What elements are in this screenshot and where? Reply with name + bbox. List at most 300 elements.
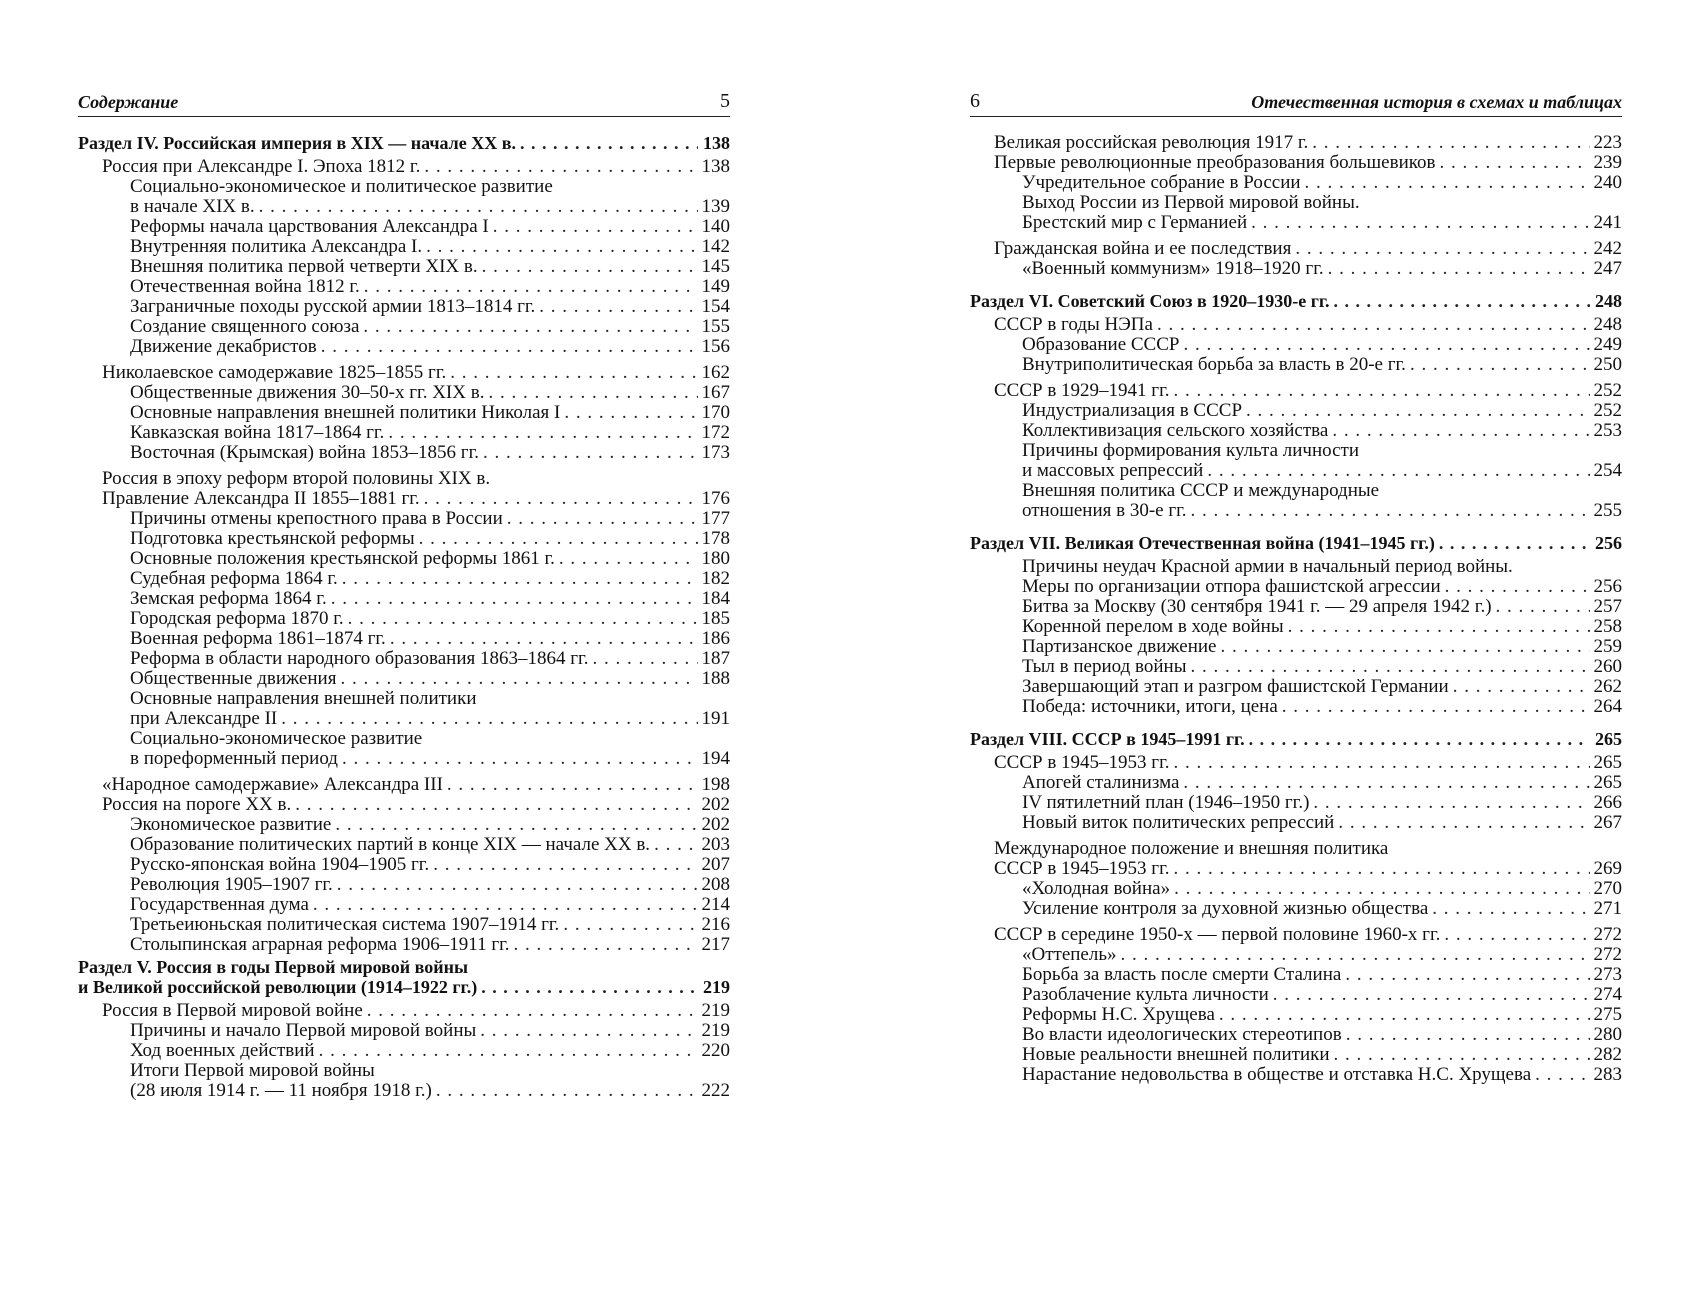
toc-entry <box>970 677 1622 697</box>
toc-entry-title: Учредительное собрание в России <box>1022 172 1301 193</box>
dot-leader <box>480 1021 697 1041</box>
toc-entry-title: Россия в Первой мировой войне <box>102 1000 363 1021</box>
toc-entry <box>78 363 730 383</box>
toc-page-number: 202 <box>701 814 730 835</box>
toc-entry-title: Раздел VI. Советский Союз в 1920–1930-е гг. <box>970 291 1330 311</box>
toc-entry-title: отношения в 30-е гг. <box>1022 500 1187 521</box>
dot-leader <box>426 237 697 257</box>
toc-entry-title: (28 июля 1914 г. — 11 ноября 1918 г.) <box>130 1080 432 1101</box>
table-of-contents <box>78 133 730 1101</box>
toc-entry <box>78 197 730 217</box>
toc-entry-title: Общественные движения 30–50-х гг. XIX в. <box>130 382 485 403</box>
toc-entry <box>970 1065 1622 1085</box>
toc-entry-title: Отечественная война 1812 г. <box>130 276 360 297</box>
dot-leader <box>1174 859 1590 879</box>
toc-entry <box>78 815 730 835</box>
dot-leader <box>363 317 697 337</box>
toc-entry-title: Великая российская революция 1917 г. <box>994 132 1309 153</box>
toc-page-number: 207 <box>701 854 730 875</box>
toc-entry-title: Коренной перелом в ходе войны <box>1022 616 1284 637</box>
toc-entry-title: Земская реформа 1864 г. <box>130 588 327 609</box>
toc-entry <box>78 855 730 875</box>
toc-entry <box>78 403 730 423</box>
toc-entry-title: IV пятилетний план (1946–1950 гг.) <box>1022 792 1310 813</box>
toc-entry-title: Социально-экономическое и политическое развитие <box>130 176 553 197</box>
dot-leader <box>481 977 698 997</box>
toc-entry-title: Борьба за власть после смерти Сталина <box>1022 964 1342 985</box>
toc-entry-title: Брестский мир с Германией <box>1022 212 1248 233</box>
toc-entry <box>970 193 1622 213</box>
toc-entry-title: Движение декабристов <box>130 336 317 357</box>
dot-leader <box>1121 945 1590 965</box>
running-header <box>970 90 1622 117</box>
dot-leader <box>331 589 698 609</box>
table-of-contents <box>970 133 1622 1085</box>
toc-entry <box>78 317 730 337</box>
dot-leader <box>313 895 698 915</box>
dot-leader <box>1312 133 1589 153</box>
toc-page-number: 138 <box>703 133 730 153</box>
toc-entry <box>970 335 1622 355</box>
dot-leader <box>1345 965 1589 985</box>
dot-leader <box>337 875 698 895</box>
toc-entry-title: Внутренняя политика Александра I. <box>130 236 423 257</box>
toc-entry-title: Первые революционные преобразования большевиков <box>994 152 1436 173</box>
toc-entry <box>970 879 1622 899</box>
toc-page-number: 139 <box>701 196 730 217</box>
toc-entry <box>78 549 730 569</box>
toc-page-number: 145 <box>701 256 730 277</box>
dot-leader <box>436 1081 698 1101</box>
dot-leader <box>563 915 697 935</box>
toc-entry <box>78 509 730 529</box>
toc-entry-title: Новый виток политических репрессий <box>1022 812 1335 833</box>
dot-leader <box>1174 879 1589 899</box>
toc-entry-title: Основные направления внешней политики Николая I <box>130 402 561 423</box>
toc-entry-title: Причины формирования культа личности <box>1022 440 1360 461</box>
toc-entry-title: Революция 1905–1907 гг. <box>130 874 333 895</box>
toc-page-number: 216 <box>701 914 730 935</box>
toc-entry <box>970 421 1622 441</box>
toc-entry <box>970 753 1622 773</box>
toc-page-number: 186 <box>701 628 730 649</box>
dot-leader <box>1439 153 1589 173</box>
toc-entry <box>970 441 1622 461</box>
dot-leader <box>1334 291 1590 311</box>
toc-entry-title: Кавказская война 1817–1864 гг. <box>130 422 385 443</box>
toc-entry-title: Меры по организации отпора фашистской агрессии <box>1022 576 1441 597</box>
dot-leader <box>1174 753 1590 773</box>
toc-entry <box>78 1021 730 1041</box>
toc-entry <box>970 985 1622 1005</box>
toc-entry <box>78 277 730 297</box>
dot-leader <box>1328 259 1590 279</box>
toc-entry <box>78 257 730 277</box>
dot-leader <box>1273 985 1590 1005</box>
toc-page-number: 182 <box>701 568 730 589</box>
toc-page-number: 219 <box>701 1000 730 1021</box>
toc-page-number: 219 <box>703 977 730 997</box>
toc-entry-title: Международное положение и внешняя политика <box>994 838 1389 859</box>
toc-entry <box>970 657 1622 677</box>
toc-page-number: 208 <box>701 874 730 895</box>
dot-leader <box>1453 677 1590 697</box>
toc-page-number: 220 <box>701 1040 730 1061</box>
dot-leader <box>493 217 698 237</box>
page-number: 6 <box>970 90 980 112</box>
toc-page-number: 188 <box>701 668 730 689</box>
toc-section <box>78 133 730 153</box>
toc-entry-title: СССР в 1945–1953 гг. <box>994 752 1170 773</box>
toc-entry-title: СССР в 1929–1941 гг. <box>994 380 1170 401</box>
toc-entry <box>78 237 730 257</box>
toc-page-number: 266 <box>1593 792 1622 813</box>
toc-entry <box>970 213 1622 233</box>
toc-entry-title: Победа: источники, итоги, цена <box>1022 696 1278 717</box>
toc-entry-title: Гражданская война и ее последствия <box>994 238 1292 259</box>
toc-page-number: 214 <box>701 894 730 915</box>
toc-entry-title: Основные направления внешней политики <box>130 688 477 709</box>
dot-leader <box>1496 597 1590 617</box>
toc-page-number: 242 <box>1593 238 1622 259</box>
toc-entry <box>78 469 730 489</box>
toc-entry <box>970 617 1622 637</box>
dot-leader <box>281 709 697 729</box>
toc-entry <box>78 569 730 589</box>
toc-entry-title: в пореформенный период <box>130 748 338 769</box>
toc-entry-title: Правление Александра II 1855–1881 гг. <box>102 488 420 509</box>
toc-entry-title: Реформы Н.С. Хрущева <box>1022 1004 1215 1025</box>
toc-entry <box>970 637 1622 657</box>
dot-leader <box>1246 401 1589 421</box>
toc-entry-title: Выход России из Первой мировой войны. <box>1022 192 1360 213</box>
toc-page-number: 162 <box>701 362 730 383</box>
toc-page-number: 282 <box>1593 1044 1622 1065</box>
toc-page-number: 248 <box>1595 291 1622 311</box>
toc-page-number: 173 <box>701 442 730 463</box>
toc-entry <box>970 925 1622 945</box>
toc-page-number: 198 <box>701 774 730 795</box>
dot-leader <box>1191 501 1590 521</box>
dot-leader <box>388 423 697 443</box>
toc-page-number: 156 <box>701 336 730 357</box>
toc-section <box>970 291 1622 311</box>
toc-entry-title: и массовых репрессий <box>1022 460 1204 481</box>
toc-entry-title: при Александре II <box>130 708 278 729</box>
toc-entry-title: Причины отмены крепостного права в России <box>130 508 503 529</box>
toc-page-number: 180 <box>701 548 730 569</box>
toc-entry <box>78 589 730 609</box>
dot-leader <box>1282 697 1590 717</box>
toc-page-number: 240 <box>1593 172 1622 193</box>
dot-leader <box>342 569 698 589</box>
toc-entry-title: Итоги Первой мировой войны <box>130 1060 375 1081</box>
toc-entry <box>78 749 730 769</box>
toc-section <box>970 729 1622 749</box>
dot-leader <box>507 509 698 529</box>
dot-leader <box>488 383 697 403</box>
dot-leader <box>1183 773 1589 793</box>
toc-entry <box>970 1005 1622 1025</box>
toc-section <box>78 977 730 997</box>
toc-page-number: 272 <box>1593 944 1622 965</box>
dot-leader <box>1410 355 1590 375</box>
toc-entry <box>78 775 730 795</box>
toc-page-number: 203 <box>701 834 730 855</box>
toc-entry-title: Новые реальности внешней политики <box>1022 1044 1330 1065</box>
toc-page-number: 241 <box>1593 212 1622 233</box>
dot-leader <box>1183 335 1589 355</box>
toc-page-number: 264 <box>1593 696 1622 717</box>
toc-page-number: 260 <box>1593 656 1622 677</box>
dot-leader <box>1305 173 1590 193</box>
dot-leader <box>424 157 697 177</box>
toc-entry-title: Экономическое развитие <box>130 814 332 835</box>
toc-entry-title: Русско-японская война 1904–1905 гг. <box>130 854 430 875</box>
toc-page-number: 138 <box>701 156 730 177</box>
toc-entry <box>78 915 730 935</box>
dot-leader <box>1445 577 1590 597</box>
dot-leader <box>364 277 698 297</box>
toc-page-number: 255 <box>1593 500 1622 521</box>
toc-entry <box>970 153 1622 173</box>
dot-leader <box>559 549 698 569</box>
dot-leader <box>1444 925 1589 945</box>
toc-page-number: 219 <box>701 1020 730 1041</box>
toc-page-number: 140 <box>701 216 730 237</box>
dot-leader <box>514 935 698 955</box>
toc-entry <box>78 1001 730 1021</box>
toc-entry <box>78 795 730 815</box>
toc-entry-title: Во власти идеологических стереотипов <box>1022 1024 1342 1045</box>
running-title: Отечественная история в схемах и таблицах <box>1251 92 1622 112</box>
toc-page-number: 176 <box>701 488 730 509</box>
toc-entry <box>78 443 730 463</box>
toc-entry-title: Восточная (Крымская) война 1853–1856 гг. <box>130 442 480 463</box>
toc-entry-title: Усиление контроля за духовной жизнью общества <box>1022 898 1429 919</box>
toc-page-number: 275 <box>1593 1004 1622 1025</box>
toc-entry <box>78 1061 730 1081</box>
toc-page-number: 283 <box>1593 1064 1622 1085</box>
toc-entry-title: Городская реформа 1870 г. <box>130 608 344 629</box>
toc-entry-title: Внешняя политика СССР и международные <box>1022 480 1380 501</box>
dot-leader <box>483 443 697 463</box>
toc-page-number: 223 <box>1593 132 1622 153</box>
toc-entry <box>78 729 730 749</box>
toc-entry-title: Раздел IV. Российская империя в XIX — начале XX в. <box>78 133 516 153</box>
toc-entry-title: Коллективизация сельского хозяйства <box>1022 420 1329 441</box>
toc-page-number: 184 <box>701 588 730 609</box>
toc-entry-title: Апогей сталинизма <box>1022 772 1180 793</box>
toc-entry <box>970 793 1622 813</box>
toc-entry-title: Образование СССР <box>1022 334 1180 355</box>
toc-entry <box>970 697 1622 717</box>
toc-entry <box>78 423 730 443</box>
toc-entry <box>970 259 1622 279</box>
toc-entry-title: Основные положения крестьянской реформы 1861 г. <box>130 548 555 569</box>
dot-leader <box>1190 657 1589 677</box>
dot-leader <box>450 363 697 383</box>
toc-entry-title: Создание священного союза <box>130 316 360 337</box>
running-title: Содержание <box>78 92 179 112</box>
toc-page-number: 172 <box>701 422 730 443</box>
toc-page-number: 272 <box>1593 924 1622 945</box>
toc-page-number: 252 <box>1593 380 1622 401</box>
toc-page-number: 259 <box>1593 636 1622 657</box>
page-number: 5 <box>720 90 730 112</box>
toc-page-number: 239 <box>1593 152 1622 173</box>
toc-page-number: 194 <box>701 748 730 769</box>
toc-entry-title: Завершающий этап и разгром фашистской Германии <box>1022 676 1449 697</box>
dot-leader <box>1219 1005 1590 1025</box>
toc-entry-title: Россия на пороге XX в. <box>102 794 292 815</box>
toc-entry-title: Раздел V. Россия в годы Первой мировой войны <box>78 957 469 977</box>
dot-leader <box>564 403 697 423</box>
toc-entry-title: Битва за Москву (30 сентября 1941 г. — 29 апреля 1942 г.) <box>1022 596 1492 617</box>
dot-leader <box>259 197 698 217</box>
toc-entry <box>970 501 1622 521</box>
toc-page-number: 155 <box>701 316 730 337</box>
toc-page-number: 142 <box>701 236 730 257</box>
toc-entry-title: в начале XIX в. <box>130 196 255 217</box>
toc-entry <box>970 899 1622 919</box>
toc-entry-title: Россия в эпоху реформ второй половины XIX в. <box>102 468 491 489</box>
toc-entry <box>970 239 1622 259</box>
dot-leader <box>520 133 698 153</box>
toc-page-number: 187 <box>701 648 730 669</box>
toc-page-number: 274 <box>1593 984 1622 1005</box>
toc-entry <box>970 381 1622 401</box>
toc-entry-title: Нарастание недовольства в обществе и отставка Н.С. Хрущева <box>1022 1064 1532 1085</box>
toc-entry <box>970 355 1622 375</box>
toc-entry-title: СССР в 1945–1953 гг. <box>994 858 1170 879</box>
toc-entry-title: Разоблачение культа личности <box>1022 984 1269 1005</box>
toc-entry <box>970 461 1622 481</box>
toc-entry-title: Реформа в области народного образования 1863–1864 гг. <box>130 648 589 669</box>
dot-leader <box>419 529 698 549</box>
dot-leader <box>340 669 697 689</box>
dot-leader <box>654 835 697 855</box>
dot-leader <box>1220 637 1589 657</box>
dot-leader <box>1207 461 1589 481</box>
toc-page-number: 191 <box>701 708 730 729</box>
toc-page-number: 256 <box>1595 533 1622 553</box>
toc-entry <box>78 895 730 915</box>
dot-leader <box>319 1041 698 1061</box>
toc-page-number: 258 <box>1593 616 1622 637</box>
toc-entry <box>970 1045 1622 1065</box>
toc-page-number: 269 <box>1593 858 1622 879</box>
toc-entry <box>970 577 1622 597</box>
toc-entry-title: Тыл в период войны <box>1022 656 1187 677</box>
dot-leader <box>1338 813 1589 833</box>
toc-page-number: 202 <box>701 794 730 815</box>
dot-leader <box>1346 1025 1590 1045</box>
toc-entry-title: Причины и начало Первой мировой войны <box>130 1020 477 1041</box>
toc-entry <box>78 669 730 689</box>
toc-entry <box>78 709 730 729</box>
toc-entry <box>78 297 730 317</box>
toc-entry <box>970 773 1622 793</box>
toc-entry-title: Военная реформа 1861–1874 гг. <box>130 628 386 649</box>
toc-entry <box>78 529 730 549</box>
toc-entry <box>78 157 730 177</box>
toc-entry <box>78 609 730 629</box>
toc-page-number: 250 <box>1593 354 1622 375</box>
toc-page-number: 167 <box>701 382 730 403</box>
toc-entry-title: Причины неудач Красной армии в начальный период войны. <box>1022 556 1513 577</box>
toc-entry-title: Подготовка крестьянской реформы <box>130 528 415 549</box>
dot-leader <box>1157 315 1590 335</box>
toc-entry-title: Заграничные походы русской армии 1813–1814 гг. <box>130 296 536 317</box>
dot-leader <box>342 749 698 769</box>
toc-entry-title: Образование политических партий в конце XIX — начале XX в. <box>130 834 651 855</box>
toc-page-number: 248 <box>1593 314 1622 335</box>
toc-entry <box>78 875 730 895</box>
toc-page-number: 177 <box>701 508 730 529</box>
toc-page-number: 265 <box>1593 772 1622 793</box>
toc-entry <box>970 401 1622 421</box>
toc-entry <box>78 935 730 955</box>
toc-entry-title: Государственная дума <box>130 894 309 915</box>
dot-leader <box>1334 1045 1590 1065</box>
dot-leader <box>482 257 698 277</box>
toc-entry <box>970 1025 1622 1045</box>
toc-page-number: 149 <box>701 276 730 297</box>
toc-page-number: 265 <box>1595 729 1622 749</box>
toc-page-number: 249 <box>1593 334 1622 355</box>
dot-leader <box>1332 421 1589 441</box>
toc-entry-title: Николаевское самодержавие 1825–1855 гг. <box>102 362 447 383</box>
toc-entry-title: Судебная реформа 1864 г. <box>130 568 338 589</box>
toc-entry-title: Ход военных действий <box>130 1040 315 1061</box>
toc-section <box>970 533 1622 553</box>
toc-page-number: 247 <box>1593 258 1622 279</box>
toc-entry <box>970 597 1622 617</box>
toc-entry <box>970 945 1622 965</box>
toc-entry <box>78 383 730 403</box>
toc-page-number: 270 <box>1593 878 1622 899</box>
toc-entry <box>970 557 1622 577</box>
toc-entry <box>970 315 1622 335</box>
dot-leader <box>592 649 697 669</box>
toc-entry-title: Внешняя политика первой четверти XIX в. <box>130 256 478 277</box>
toc-page-number: 170 <box>701 402 730 423</box>
toc-entry <box>78 1041 730 1061</box>
toc-entry <box>78 1081 730 1101</box>
toc-entry <box>970 173 1622 193</box>
toc-entry-title: «Военный коммунизм» 1918–1920 гг. <box>1022 258 1324 279</box>
toc-entry-title: Общественные движения <box>130 668 337 689</box>
dot-leader <box>1251 213 1589 233</box>
dot-leader <box>348 609 698 629</box>
toc-page-number: 271 <box>1593 898 1622 919</box>
toc-entry-title: СССР в середине 1950-х — первой половине 1960-х гг. <box>994 924 1441 945</box>
dot-leader <box>1432 899 1589 919</box>
toc-entry <box>78 177 730 197</box>
toc-entry-title: Столыпинская аграрная реформа 1906–1911 гг. <box>130 934 510 955</box>
toc-page-number: 265 <box>1593 752 1622 773</box>
dot-leader <box>1249 729 1590 749</box>
toc-page-number: 217 <box>701 934 730 955</box>
toc-entry-title: «Оттепель» <box>1022 944 1117 965</box>
dot-leader <box>1313 793 1589 813</box>
toc-entry <box>970 965 1622 985</box>
running-header <box>78 90 730 117</box>
toc-entry-title: Раздел VII. Великая Отечественная война (1941–1945 гг.) <box>970 533 1435 553</box>
toc-entry-title: Партизанское движение <box>1022 636 1217 657</box>
toc-entry <box>78 337 730 357</box>
